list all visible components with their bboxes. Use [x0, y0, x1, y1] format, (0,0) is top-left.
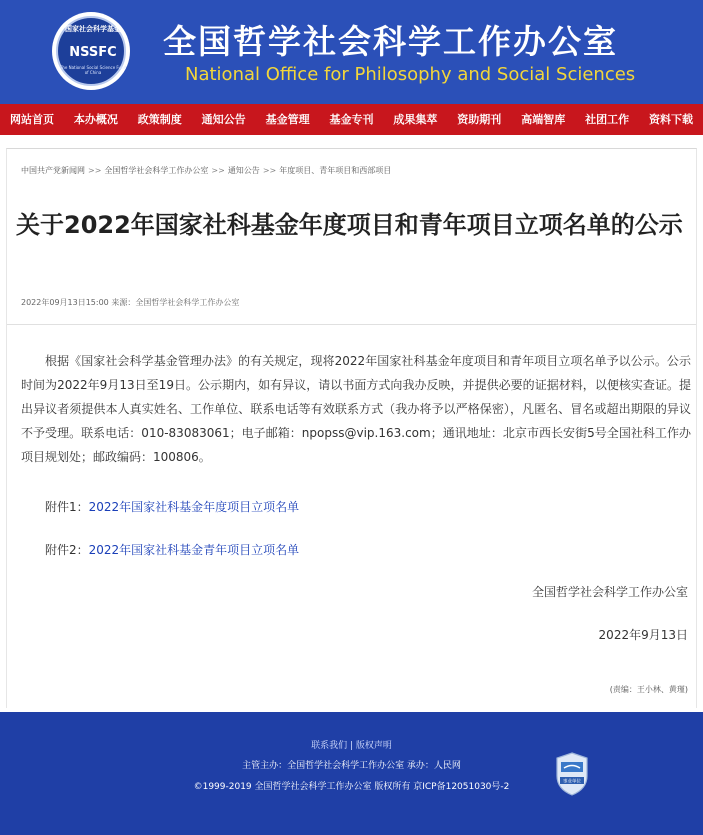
nav-item-fund-management[interactable]: 基金管理	[265, 113, 310, 126]
nav-item-fund-journal[interactable]: 基金专刊	[329, 113, 374, 126]
nav-item-achievements[interactable]: 成果集萃	[393, 113, 438, 126]
nav-item-downloads[interactable]: 资料下载	[649, 113, 694, 126]
breadcrumb-link[interactable]: 通知公告	[227, 166, 260, 175]
site-title-cn: 全国哲学社会科学工作办公室	[163, 22, 618, 61]
signature-org: 全国哲学社会科学工作办公室	[531, 585, 688, 599]
footer-copyright: ©1999-2019 全国哲学社会科学工作办公室 版权所有 京ICP备12051030号-2	[193, 782, 510, 792]
breadcrumb-separator: >>	[211, 166, 225, 175]
attachment-1	[45, 498, 299, 515]
nav-item-policy[interactable]: 政策制度	[137, 113, 182, 126]
logo-emblem	[56, 16, 126, 86]
nav-item-notices[interactable]: 通知公告	[201, 113, 246, 126]
breadcrumb-separator: >>	[262, 166, 277, 175]
nssfc-logo[interactable]	[52, 12, 130, 90]
attachment-prefix: 附件2：	[45, 543, 89, 557]
breadcrumb-separator: >>	[88, 166, 102, 175]
public-institution-badge-icon[interactable]	[555, 752, 589, 796]
signature-date: 2022年9月13日	[598, 628, 688, 642]
attachment-prefix: 附件1：	[45, 500, 89, 514]
footer-sponsor: 主管主办：全国哲学社会科学工作办公室 承办：人民网	[242, 761, 461, 771]
site-footer	[0, 712, 703, 835]
editor-credit: (责编：王小林、黄瑾)	[609, 685, 688, 694]
article-meta: 2022年09月13日15:00 来源：全国哲学社会科学工作办公室	[21, 298, 240, 307]
nav-item-societies[interactable]: 社团工作	[585, 113, 630, 126]
site-title-en: National Office for Philosophy and Social Sciences	[185, 64, 636, 85]
breadcrumb-link[interactable]: 中国共产党新闻网	[21, 166, 85, 175]
site-header	[0, 0, 703, 104]
nav-item-think-tanks[interactable]: 高端智库	[521, 113, 566, 126]
footer-links[interactable]: 联系我们 | 版权声明	[311, 741, 392, 751]
attachment-2	[45, 541, 299, 558]
breadcrumb-link[interactable]: 年度项目、青年项目和西部项目	[279, 166, 392, 175]
nav-item-funded-journals[interactable]: 资助期刊	[457, 113, 502, 126]
article-container	[6, 148, 697, 708]
logo-small-text: The National Social Science Fund of China	[59, 65, 127, 75]
logo-abbr: NSSFC	[69, 45, 117, 60]
breadcrumb-link[interactable]: 全国哲学社会科学工作办公室	[104, 166, 209, 175]
attachment-link[interactable]: 2022年国家社科基金青年项目立项名单	[88, 543, 300, 557]
divider	[7, 324, 696, 325]
nav-item-home[interactable]: 网站首页	[9, 113, 54, 126]
article-title: 关于2022年国家社科基金年度项目和青年项目立项名单的公示	[16, 211, 683, 239]
article-body: 根据《国家社会科学基金管理办法》的有关规定，现将2022年国家社科基金年度项目和青年项目立项名单予以公示。公示时间为2022年9月13日至19日。公示期内，如有异议，请以书面方式向我办反映，并提供必要的证据材料，以便核实查证。提出异议者须提供本人真实姓名、工作单位、联系电话等有效联系方式（我办将予以严格保密），凡匿名、冒名或超出期限的异议不予受理。联系电话：010-83083061；电子邮箱：npopss@vip.163.com；通讯地址：北京市西长安街5号全国社科工作办项目规划处；邮政编码：100806。	[21, 354, 691, 464]
badge-text: 事业单位	[563, 779, 581, 785]
main-nav	[0, 104, 703, 135]
attachment-link[interactable]: 2022年国家社科基金年度项目立项名单	[88, 500, 300, 514]
nav-item-about[interactable]: 本办概况	[73, 113, 118, 126]
breadcrumb	[21, 165, 391, 176]
logo-arc-text: 国家社会科学基金	[65, 25, 121, 33]
